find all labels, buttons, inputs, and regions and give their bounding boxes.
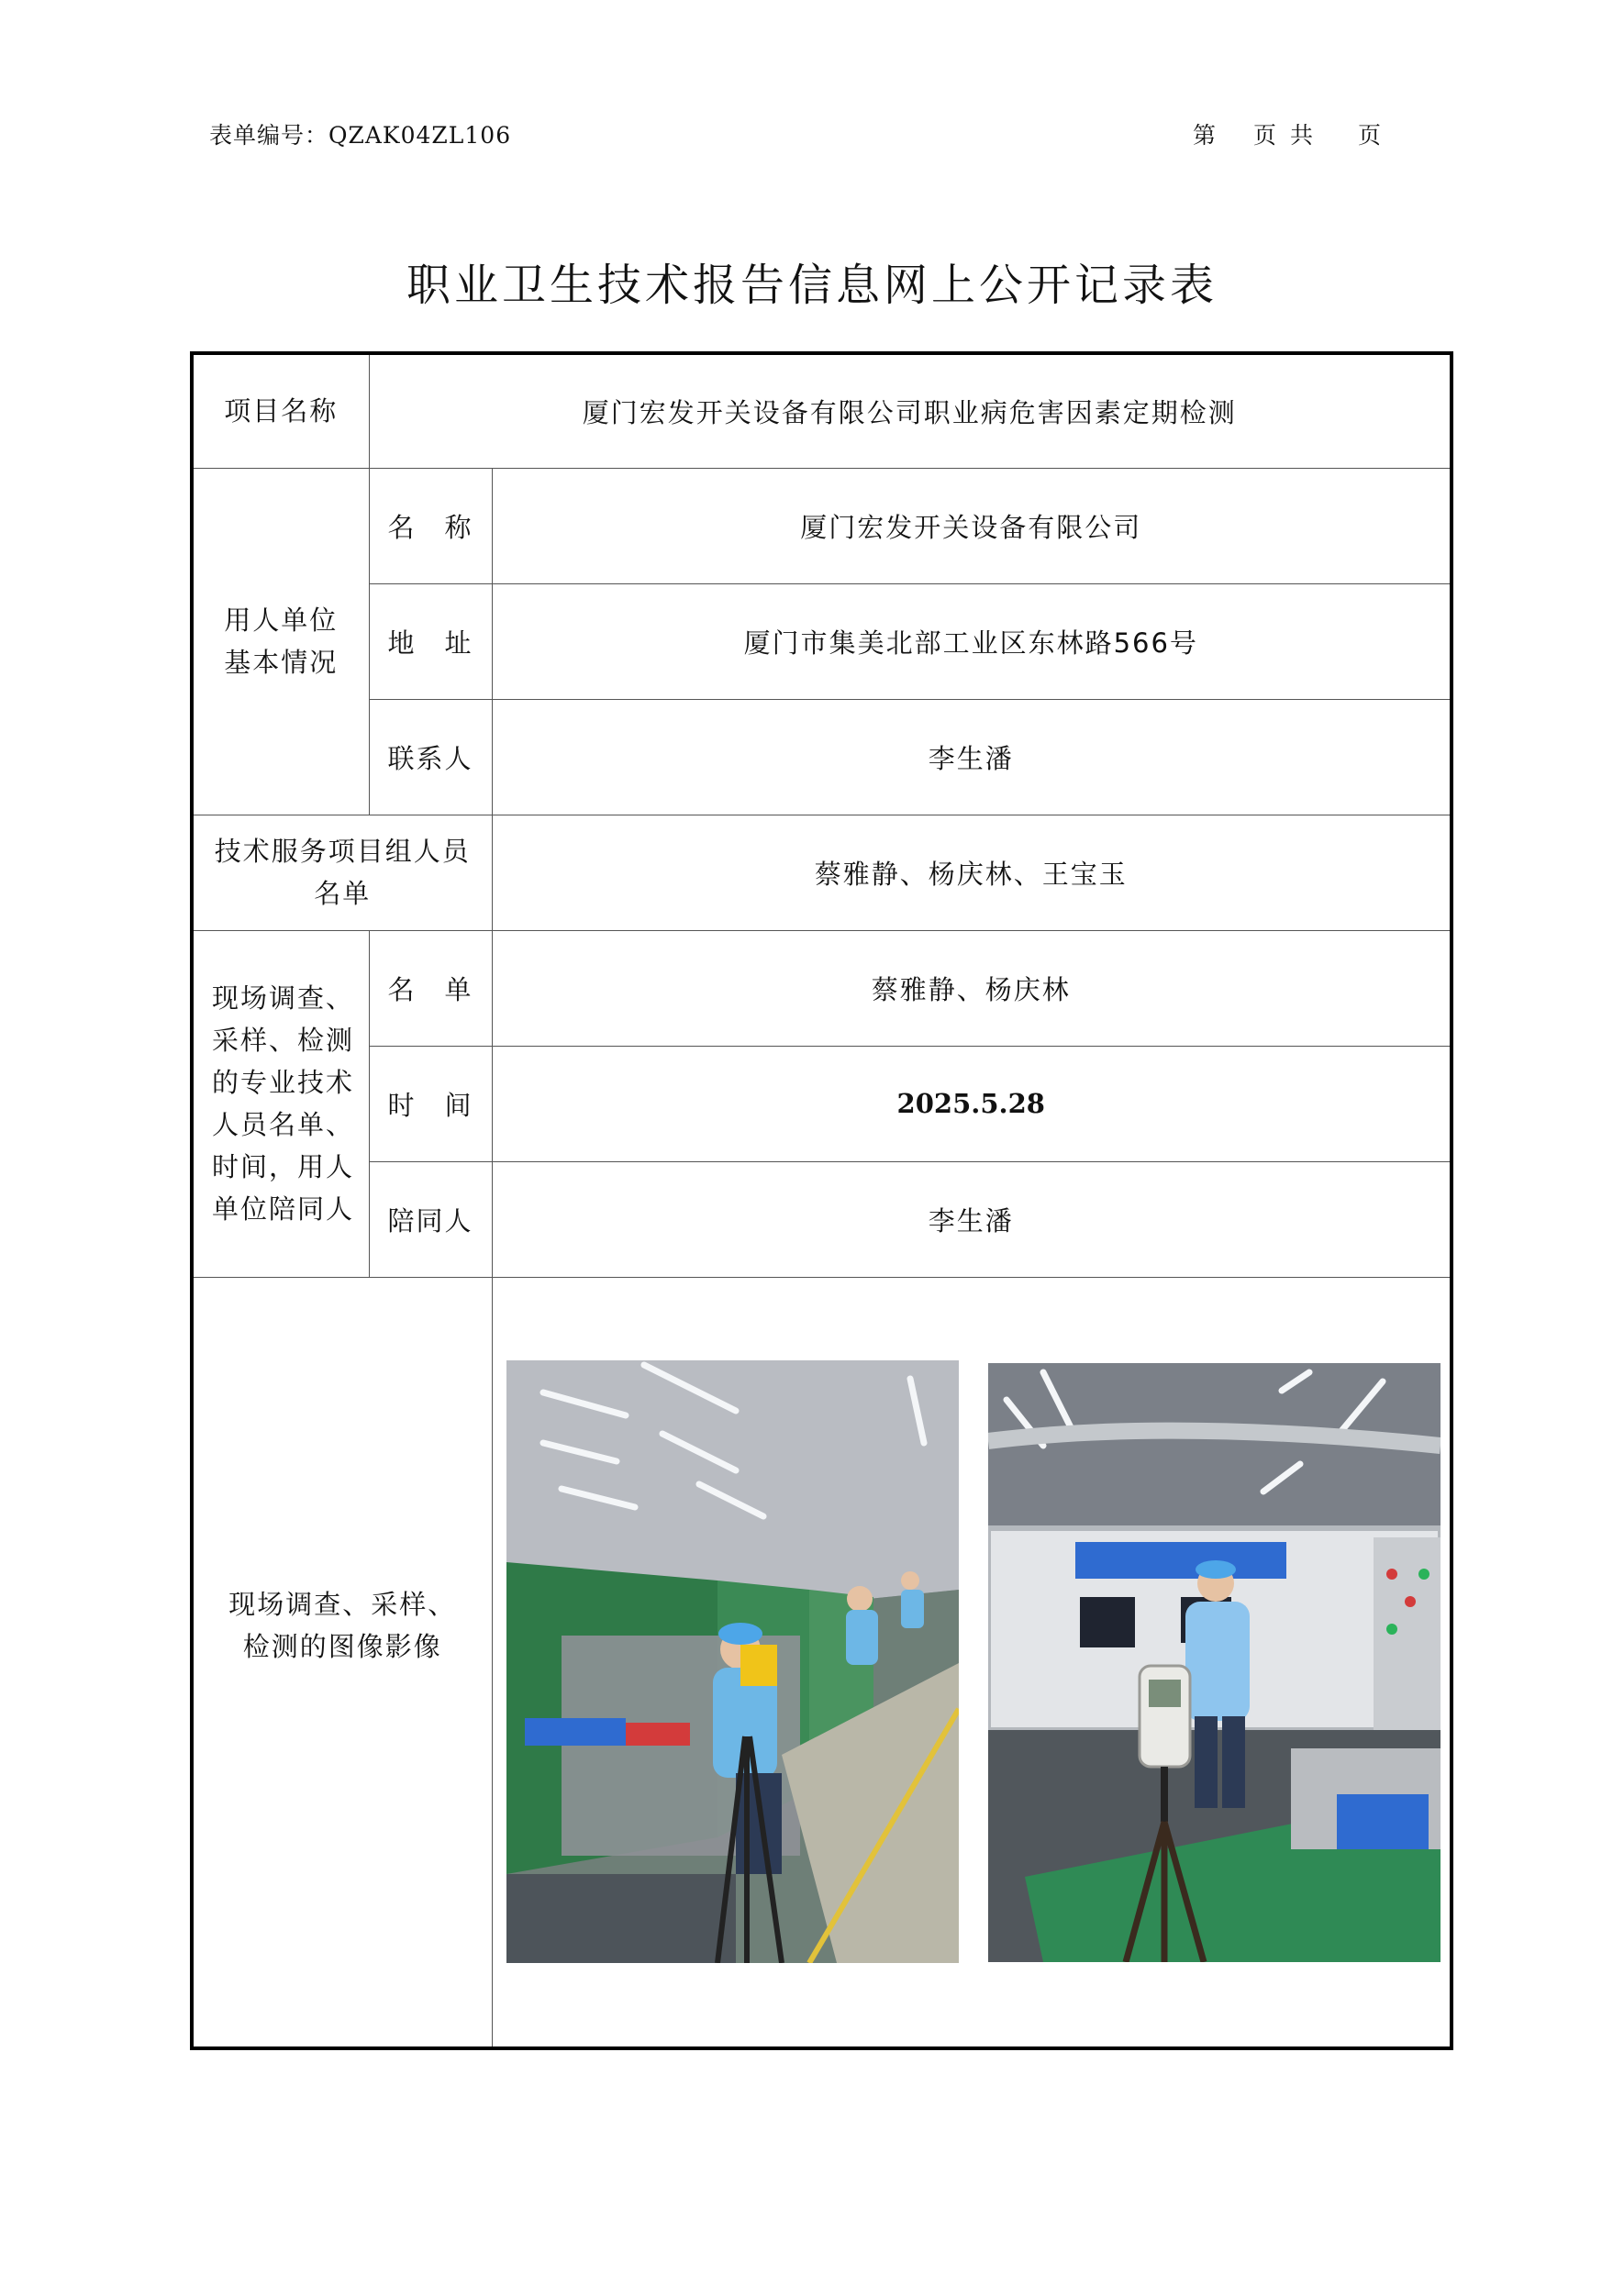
row-field-names (192, 930, 1452, 1046)
employer-address-value: 厦门市集美北部工业区东林路566号 (492, 583, 1452, 699)
team-value: 蔡雅静、杨庆林、王宝玉 (492, 815, 1452, 930)
form-number: 表单编号：QZAK04ZL106 (209, 122, 512, 149)
page-title: 职业卫生技术报告信息网上公开记录表 (406, 260, 1218, 311)
field-label: 现场调查、采样、检测的专业技术人员名单、时间，用人单位陪同人 (192, 930, 369, 1277)
row-employer-address (192, 583, 1452, 699)
images-cell (492, 1277, 1452, 2048)
row-employer-contact (192, 699, 1452, 815)
site-photo-workshop (506, 1360, 959, 1963)
record-table (190, 351, 1453, 2050)
row-employer-name (192, 468, 1452, 583)
employer-address-label: 地 址 (369, 583, 492, 699)
row-images (192, 1277, 1452, 2048)
employer-contact-label: 联系人 (369, 699, 492, 815)
employer-label: 用人单位基本情况 (192, 468, 369, 815)
field-escort-label: 陪同人 (369, 1161, 492, 1277)
field-names-label: 名 单 (369, 930, 492, 1046)
field-time-value: 2025.5.28 (492, 1046, 1452, 1161)
page-ye2: 页 (1358, 122, 1383, 149)
row-team (192, 815, 1452, 930)
employer-contact-value: 李生潘 (492, 699, 1452, 815)
site-photo-test-bench (988, 1363, 1440, 1962)
row-field-escort (192, 1161, 1452, 1277)
images-label: 现场调查、采样、检测的图像影像 (192, 1277, 492, 2048)
project-name-label: 项目名称 (192, 353, 369, 468)
field-time-label: 时 间 (369, 1046, 492, 1161)
page-counter (1193, 117, 1382, 150)
field-escort-value: 李生潘 (492, 1161, 1452, 1277)
field-names-value: 蔡雅静、杨庆林 (492, 930, 1452, 1046)
employer-name-value: 厦门宏发开关设备有限公司 (492, 468, 1452, 583)
page-di: 第 (1193, 122, 1218, 149)
page-gong: 共 (1290, 122, 1315, 149)
row-project-name (192, 353, 1452, 468)
row-field-time (192, 1046, 1452, 1161)
project-name-value: 厦门宏发开关设备有限公司职业病危害因素定期检测 (369, 353, 1452, 468)
page-ye1: 页 (1253, 122, 1278, 149)
team-label: 技术服务项目组人员名单 (192, 815, 492, 930)
employer-name-label: 名 称 (369, 468, 492, 583)
